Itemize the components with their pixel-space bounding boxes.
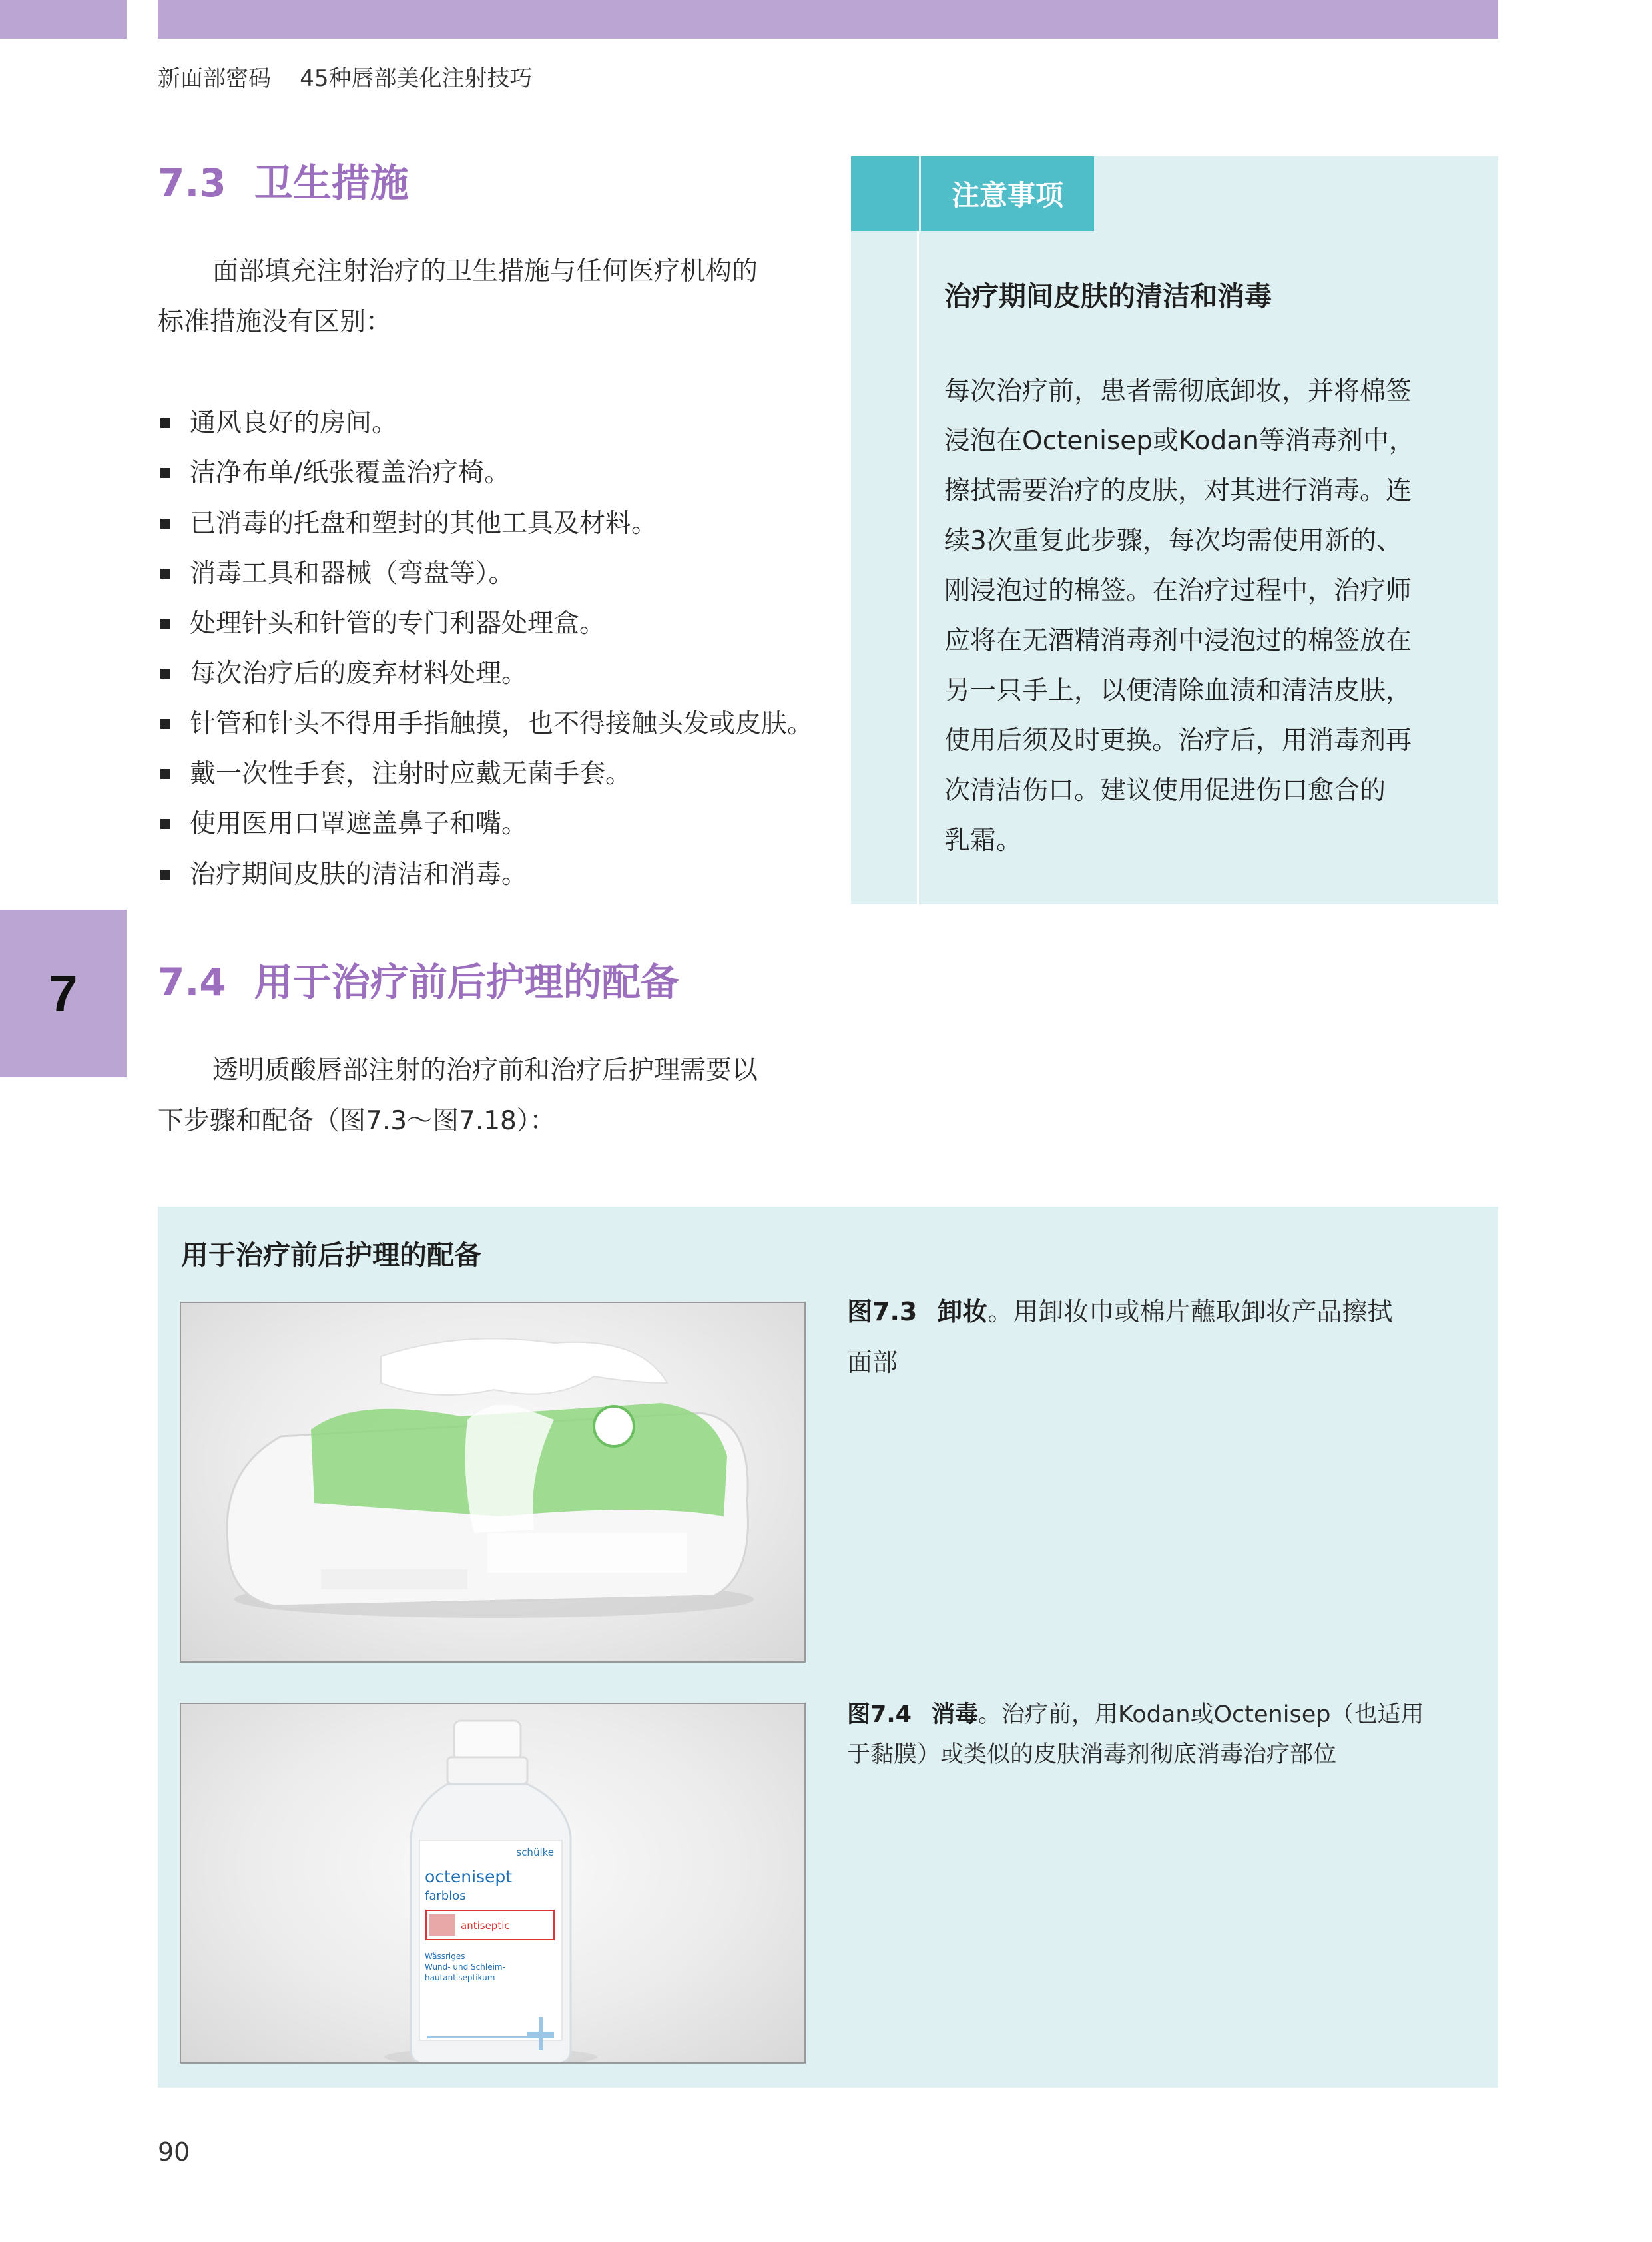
intro-line-2: 下步骤和配备（图7.3～图7.18）： <box>158 1106 556 1136</box>
figure-term: 消毒 <box>932 1701 979 1728</box>
note-title: 注意事项 <box>921 156 1094 231</box>
caption-line-2: 面部 <box>847 1348 898 1377</box>
intro-line-2: 标准措施没有区别： <box>158 307 392 337</box>
bottle-illustration <box>181 1704 806 2064</box>
figure-7-4-caption <box>847 1695 1480 1775</box>
list-item: 通风良好的房间。 <box>158 398 824 448</box>
note-body: 每次治疗前，患者需彻底卸妆，并将棉签 浸泡在Octenisep或Kodan等消毒剂中， 擦拭需要治疗的皮肤，对其进行消毒。连 续3次重复此步骤，每次均需使用新的、 刚浸泡过的棉签。在治疗过程中，治疗师 应将在无酒精消毒剂中浸泡过的棉签放在 另一只手上，以便清除血渍和清洁皮肤， 使用后须及时更换。治疗后，用消毒剂再 次清洁伤口。建议使用促进伤口愈合的 乳霜。 <box>944 376 1415 856</box>
bottle-variant: farblos <box>425 1889 466 1903</box>
bullet-square-icon <box>160 619 170 629</box>
bullet-square-icon <box>160 870 170 880</box>
list-item: 处理针头和针管的专门利器处理盒。 <box>158 599 824 649</box>
bullet-square-icon <box>160 819 170 829</box>
figure-7-3-caption <box>847 1286 1480 1388</box>
section-heading-7-4 <box>158 951 679 1007</box>
wipes-pack-illustration <box>181 1303 806 1663</box>
section-7-3-intro <box>158 246 824 348</box>
figure-term: 卸妆 <box>937 1297 988 1326</box>
caption-line-1: 。治疗前，用Kodan或Octenisep（也适用 <box>978 1701 1424 1728</box>
section-heading-7-3 <box>158 152 409 208</box>
bullet-square-icon <box>160 418 170 428</box>
bottle-desc-1: Wässriges <box>425 1952 465 1961</box>
hygiene-bullet-list <box>158 398 824 900</box>
intro-line-1: 透明质酸唇部注射的治疗前和治疗后护理需要以 <box>212 1055 758 1085</box>
list-item: 洁净布单/纸张覆盖治疗椅。 <box>158 448 824 498</box>
list-item: 使用医用口罩遮盖鼻子和嘴。 <box>158 799 824 849</box>
top-bar-left <box>0 0 127 39</box>
bullet-square-icon <box>160 519 170 529</box>
bullet-square-icon <box>160 669 170 679</box>
note-side-column <box>851 156 919 904</box>
top-bar-main <box>158 0 1498 39</box>
bullet-square-icon <box>160 569 170 579</box>
section-title: 用于治疗前后护理的配备 <box>254 960 679 1005</box>
caption-line-2: 于黏膜）或类似的皮肤消毒剂彻底消毒治疗部位 <box>847 1741 1337 1768</box>
chapter-tab <box>0 910 127 1077</box>
running-header: 新面部密码 45种唇部美化注射技巧 <box>158 65 533 92</box>
section-number: 7.4 <box>158 960 226 1005</box>
note-subtitle: 治疗期间皮肤的清洁和消毒 <box>944 280 1272 312</box>
list-item: 治疗期间皮肤的清洁和消毒。 <box>158 850 824 900</box>
list-item: 消毒工具和器械（弯盘等）。 <box>158 549 824 599</box>
makeup-wipes-photo <box>180 1302 806 1663</box>
list-item: 每次治疗后的废弃材料处理。 <box>158 649 824 699</box>
list-item: 戴一次性手套，注射时应戴无菌手套。 <box>158 749 824 799</box>
list-item: 针管和针头不得用手指触摸，也不得接触头发或皮肤。 <box>158 699 824 749</box>
bullet-square-icon <box>160 468 170 478</box>
section-number: 7.3 <box>158 160 226 206</box>
section-title: 卫生措施 <box>254 160 409 206</box>
list-item: 已消毒的托盘和塑封的其他工具及材料。 <box>158 499 824 549</box>
bullet-square-icon <box>160 719 170 729</box>
bullet-square-icon <box>160 769 170 779</box>
chapter-number: 7 <box>49 964 78 1023</box>
bottle-desc-3: hautantiseptikum <box>425 1973 495 1982</box>
bottle-product: octenisept <box>425 1867 513 1886</box>
caption-line-1: 。用卸妆巾或棉片蘸取卸妆产品擦拭 <box>987 1297 1393 1326</box>
disinfectant-bottle-photo <box>180 1703 806 2064</box>
page-number: 90 <box>158 2137 190 2167</box>
bottle-brand: schülke <box>516 1846 554 1858</box>
note-side-header <box>851 156 919 231</box>
section-7-4-intro <box>158 1045 824 1147</box>
figure-panel-title: 用于治疗前后护理的配备 <box>181 1239 481 1271</box>
bottle-tag: antiseptic <box>461 1920 510 1932</box>
bottle-desc-2: Wund- und Schleim- <box>425 1962 505 1972</box>
figure-label: 图7.4 <box>847 1701 912 1728</box>
figure-label: 图7.3 <box>847 1297 918 1326</box>
intro-line-1: 面部填充注射治疗的卫生措施与任何医疗机构的 <box>212 256 758 286</box>
